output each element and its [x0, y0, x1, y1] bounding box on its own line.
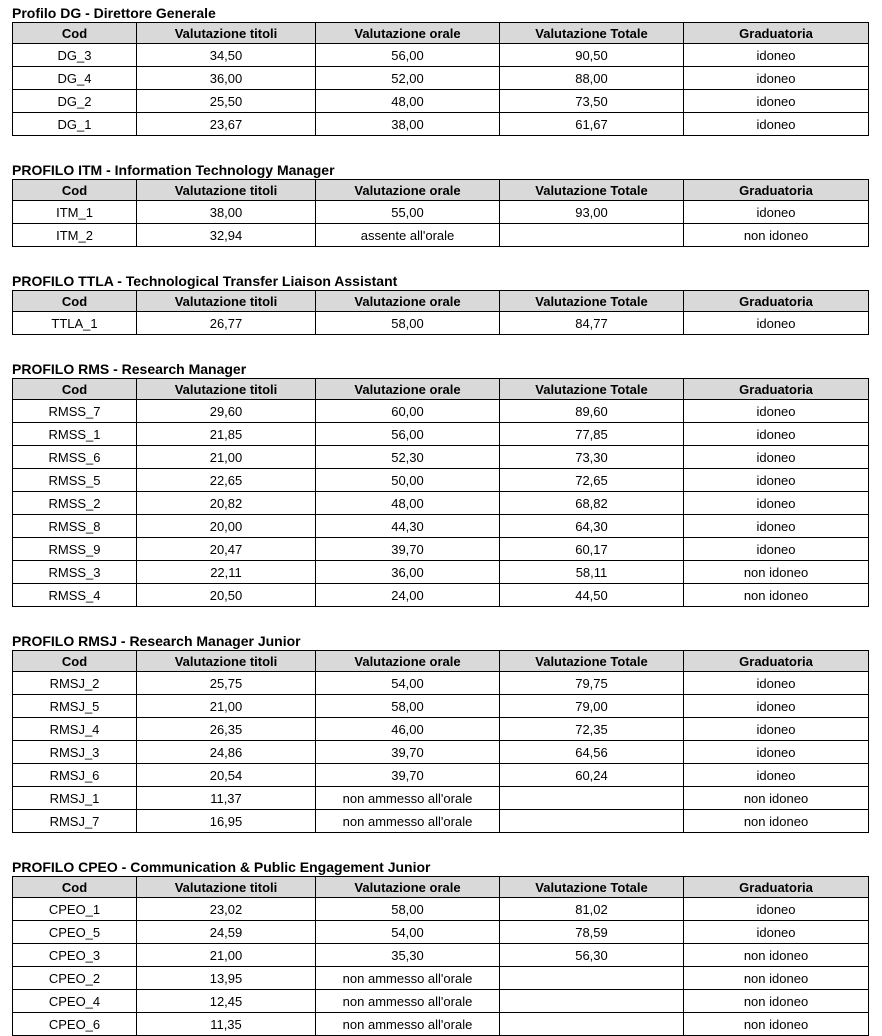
table-row — [13, 944, 869, 967]
cell-valutazione-totale: 60,24 — [500, 764, 684, 787]
cell-valutazione-orale: 52,30 — [316, 446, 500, 469]
cell-valutazione-totale: 68,82 — [500, 492, 684, 515]
cell-valutazione-orale: 60,00 — [316, 400, 500, 423]
cell-cod: CPEO_1 — [13, 898, 137, 921]
cell-valutazione-titoli: 38,00 — [137, 201, 316, 224]
cell-valutazione-totale: 44,50 — [500, 584, 684, 607]
ranking-table — [12, 650, 869, 833]
cell-valutazione-orale: 35,30 — [316, 944, 500, 967]
cell-cod: RMSJ_5 — [13, 695, 137, 718]
header-graduatoria: Graduatoria — [684, 651, 869, 672]
cell-valutazione-orale: 38,00 — [316, 113, 500, 136]
table-row — [13, 44, 869, 67]
cell-cod: CPEO_5 — [13, 921, 137, 944]
cell-graduatoria: idoneo — [684, 201, 869, 224]
header-cod: Cod — [13, 651, 137, 672]
header-cod: Cod — [13, 379, 137, 400]
cell-valutazione-totale: 77,85 — [500, 423, 684, 446]
header-valutazione-totale: Valutazione Totale — [500, 291, 684, 312]
cell-valutazione-orale: 54,00 — [316, 672, 500, 695]
cell-valutazione-titoli: 21,00 — [137, 944, 316, 967]
cell-valutazione-totale: 72,35 — [500, 718, 684, 741]
table-row — [13, 400, 869, 423]
table-row — [13, 492, 869, 515]
cell-valutazione-totale: 88,00 — [500, 67, 684, 90]
ranking-table — [12, 290, 869, 335]
cell-valutazione-orale: 39,70 — [316, 741, 500, 764]
table-row — [13, 1013, 869, 1036]
cell-valutazione-orale: 56,00 — [316, 44, 500, 67]
section-spacer — [12, 247, 868, 272]
cell-valutazione-titoli: 32,94 — [137, 224, 316, 247]
cell-valutazione-orale: 52,00 — [316, 67, 500, 90]
cell-cod: RMSS_5 — [13, 469, 137, 492]
table-row — [13, 538, 869, 561]
cell-valutazione-totale: 79,75 — [500, 672, 684, 695]
cell-valutazione-titoli: 20,82 — [137, 492, 316, 515]
cell-valutazione-totale: 73,30 — [500, 446, 684, 469]
cell-graduatoria: non idoneo — [684, 584, 869, 607]
cell-cod: RMSS_6 — [13, 446, 137, 469]
cell-valutazione-orale: 39,70 — [316, 538, 500, 561]
cell-valutazione-orale: 39,70 — [316, 764, 500, 787]
header-cod: Cod — [13, 291, 137, 312]
cell-graduatoria: non idoneo — [684, 810, 869, 833]
profile-section — [12, 272, 868, 335]
cell-valutazione-titoli: 29,60 — [137, 400, 316, 423]
cell-valutazione-orale: non ammesso all'orale — [316, 990, 500, 1013]
header-cod: Cod — [13, 180, 137, 201]
header-cod: Cod — [13, 23, 137, 44]
cell-cod: TTLA_1 — [13, 312, 137, 335]
cell-valutazione-orale: 50,00 — [316, 469, 500, 492]
header-valutazione-orale: Valutazione orale — [316, 291, 500, 312]
cell-valutazione-totale: 72,65 — [500, 469, 684, 492]
header-valutazione-orale: Valutazione orale — [316, 379, 500, 400]
cell-cod: ITM_1 — [13, 201, 137, 224]
cell-valutazione-totale — [500, 1013, 684, 1036]
cell-valutazione-titoli: 26,35 — [137, 718, 316, 741]
table-header-row — [13, 651, 869, 672]
cell-graduatoria: non idoneo — [684, 967, 869, 990]
cell-valutazione-totale: 60,17 — [500, 538, 684, 561]
cell-cod: DG_4 — [13, 67, 137, 90]
table-row — [13, 224, 869, 247]
section-spacer — [12, 607, 868, 632]
ranking-table — [12, 876, 869, 1036]
cell-valutazione-totale — [500, 787, 684, 810]
cell-valutazione-totale — [500, 224, 684, 247]
table-row — [13, 718, 869, 741]
cell-valutazione-titoli: 11,37 — [137, 787, 316, 810]
profile-section — [12, 858, 868, 1036]
ranking-table — [12, 378, 869, 607]
cell-graduatoria: idoneo — [684, 312, 869, 335]
section-title: PROFILO RMSJ - Research Manager Junior — [12, 633, 301, 649]
table-header-row — [13, 291, 869, 312]
table-header-row — [13, 379, 869, 400]
cell-valutazione-titoli: 12,45 — [137, 990, 316, 1013]
cell-valutazione-orale: 58,00 — [316, 312, 500, 335]
ranking-table — [12, 179, 869, 247]
table-row — [13, 787, 869, 810]
header-valutazione-totale: Valutazione Totale — [500, 23, 684, 44]
cell-valutazione-orale: assente all'orale — [316, 224, 500, 247]
section-title: PROFILO CPEO - Communication & Public Engagement Junior — [12, 859, 431, 875]
header-valutazione-orale: Valutazione orale — [316, 877, 500, 898]
cell-valutazione-totale: 81,02 — [500, 898, 684, 921]
cell-valutazione-orale: 46,00 — [316, 718, 500, 741]
cell-cod: RMSS_1 — [13, 423, 137, 446]
cell-valutazione-orale: 54,00 — [316, 921, 500, 944]
cell-valutazione-orale: 44,30 — [316, 515, 500, 538]
header-valutazione-titoli: Valutazione titoli — [137, 877, 316, 898]
header-valutazione-titoli: Valutazione titoli — [137, 379, 316, 400]
cell-valutazione-orale: 24,00 — [316, 584, 500, 607]
header-valutazione-orale: Valutazione orale — [316, 23, 500, 44]
cell-valutazione-totale: 93,00 — [500, 201, 684, 224]
cell-valutazione-titoli: 11,35 — [137, 1013, 316, 1036]
cell-valutazione-titoli: 22,65 — [137, 469, 316, 492]
cell-valutazione-orale: non ammesso all'orale — [316, 967, 500, 990]
table-row — [13, 764, 869, 787]
cell-valutazione-totale — [500, 990, 684, 1013]
header-graduatoria: Graduatoria — [684, 291, 869, 312]
profile-section — [12, 632, 868, 833]
header-graduatoria: Graduatoria — [684, 379, 869, 400]
cell-valutazione-totale: 56,30 — [500, 944, 684, 967]
cell-graduatoria: non idoneo — [684, 944, 869, 967]
cell-graduatoria: idoneo — [684, 898, 869, 921]
table-header-row — [13, 180, 869, 201]
cell-graduatoria: idoneo — [684, 90, 869, 113]
cell-graduatoria: idoneo — [684, 400, 869, 423]
table-row — [13, 921, 869, 944]
cell-valutazione-totale: 90,50 — [500, 44, 684, 67]
cell-valutazione-titoli: 23,67 — [137, 113, 316, 136]
cell-valutazione-totale: 84,77 — [500, 312, 684, 335]
header-valutazione-totale: Valutazione Totale — [500, 877, 684, 898]
table-row — [13, 423, 869, 446]
cell-graduatoria: non idoneo — [684, 787, 869, 810]
header-valutazione-orale: Valutazione orale — [316, 180, 500, 201]
cell-valutazione-titoli: 25,75 — [137, 672, 316, 695]
section-spacer — [12, 833, 868, 858]
cell-cod: RMSJ_4 — [13, 718, 137, 741]
cell-valutazione-titoli: 26,77 — [137, 312, 316, 335]
cell-graduatoria: idoneo — [684, 469, 869, 492]
table-row — [13, 561, 869, 584]
cell-cod: RMSS_8 — [13, 515, 137, 538]
cell-valutazione-totale: 61,67 — [500, 113, 684, 136]
cell-valutazione-titoli: 20,47 — [137, 538, 316, 561]
header-graduatoria: Graduatoria — [684, 180, 869, 201]
cell-graduatoria: idoneo — [684, 67, 869, 90]
cell-valutazione-titoli: 21,00 — [137, 446, 316, 469]
cell-valutazione-titoli: 36,00 — [137, 67, 316, 90]
cell-valutazione-titoli: 23,02 — [137, 898, 316, 921]
header-valutazione-titoli: Valutazione titoli — [137, 23, 316, 44]
section-spacer — [12, 335, 868, 360]
table-row — [13, 469, 869, 492]
table-row — [13, 990, 869, 1013]
header-cod: Cod — [13, 877, 137, 898]
cell-graduatoria: idoneo — [684, 113, 869, 136]
table-row — [13, 898, 869, 921]
cell-valutazione-orale: 36,00 — [316, 561, 500, 584]
cell-cod: RMSS_9 — [13, 538, 137, 561]
header-graduatoria: Graduatoria — [684, 23, 869, 44]
table-row — [13, 201, 869, 224]
cell-valutazione-titoli: 20,00 — [137, 515, 316, 538]
cell-graduatoria: idoneo — [684, 741, 869, 764]
cell-valutazione-orale: 58,00 — [316, 898, 500, 921]
cell-cod: DG_2 — [13, 90, 137, 113]
header-valutazione-totale: Valutazione Totale — [500, 180, 684, 201]
section-spacer — [12, 136, 868, 161]
cell-valutazione-totale — [500, 967, 684, 990]
cell-graduatoria: idoneo — [684, 672, 869, 695]
table-row — [13, 446, 869, 469]
table-row — [13, 113, 869, 136]
cell-cod: RMSJ_6 — [13, 764, 137, 787]
cell-valutazione-orale: 55,00 — [316, 201, 500, 224]
header-graduatoria: Graduatoria — [684, 877, 869, 898]
header-valutazione-titoli: Valutazione titoli — [137, 180, 316, 201]
cell-valutazione-titoli: 20,50 — [137, 584, 316, 607]
cell-valutazione-orale: 58,00 — [316, 695, 500, 718]
table-row — [13, 672, 869, 695]
table-row — [13, 584, 869, 607]
cell-valutazione-titoli: 21,85 — [137, 423, 316, 446]
cell-valutazione-titoli: 24,59 — [137, 921, 316, 944]
profile-section — [12, 360, 868, 607]
section-title: PROFILO TTLA - Technological Transfer Liaison Assistant — [12, 273, 398, 289]
cell-graduatoria: idoneo — [684, 538, 869, 561]
cell-graduatoria: idoneo — [684, 492, 869, 515]
cell-cod: RMSJ_3 — [13, 741, 137, 764]
header-valutazione-totale: Valutazione Totale — [500, 651, 684, 672]
cell-cod: DG_1 — [13, 113, 137, 136]
cell-graduatoria: idoneo — [684, 446, 869, 469]
ranking-table — [12, 22, 869, 136]
table-header-row — [13, 23, 869, 44]
cell-cod: ITM_2 — [13, 224, 137, 247]
table-row — [13, 312, 869, 335]
cell-graduatoria: idoneo — [684, 695, 869, 718]
cell-valutazione-totale: 89,60 — [500, 400, 684, 423]
cell-valutazione-totale: 78,59 — [500, 921, 684, 944]
cell-valutazione-titoli: 34,50 — [137, 44, 316, 67]
cell-cod: CPEO_2 — [13, 967, 137, 990]
cell-valutazione-titoli: 25,50 — [137, 90, 316, 113]
header-valutazione-titoli: Valutazione titoli — [137, 651, 316, 672]
cell-valutazione-totale: 79,00 — [500, 695, 684, 718]
cell-graduatoria: non idoneo — [684, 990, 869, 1013]
cell-valutazione-orale: non ammesso all'orale — [316, 787, 500, 810]
cell-valutazione-orale: non ammesso all'orale — [316, 1013, 500, 1036]
table-row — [13, 515, 869, 538]
cell-valutazione-orale: non ammesso all'orale — [316, 810, 500, 833]
cell-cod: RMSJ_7 — [13, 810, 137, 833]
cell-cod: RMSS_4 — [13, 584, 137, 607]
table-row — [13, 810, 869, 833]
cell-valutazione-titoli: 16,95 — [137, 810, 316, 833]
cell-cod: RMSS_2 — [13, 492, 137, 515]
cell-valutazione-totale — [500, 810, 684, 833]
document — [12, 4, 868, 1036]
cell-graduatoria: non idoneo — [684, 224, 869, 247]
cell-valutazione-totale: 73,50 — [500, 90, 684, 113]
cell-graduatoria: non idoneo — [684, 1013, 869, 1036]
cell-cod: RMSJ_2 — [13, 672, 137, 695]
profile-section — [12, 161, 868, 247]
table-header-row — [13, 877, 869, 898]
cell-graduatoria: idoneo — [684, 921, 869, 944]
cell-valutazione-titoli: 24,86 — [137, 741, 316, 764]
cell-graduatoria: idoneo — [684, 718, 869, 741]
cell-valutazione-titoli: 22,11 — [137, 561, 316, 584]
cell-graduatoria: non idoneo — [684, 561, 869, 584]
cell-valutazione-titoli: 13,95 — [137, 967, 316, 990]
cell-valutazione-totale: 58,11 — [500, 561, 684, 584]
cell-cod: DG_3 — [13, 44, 137, 67]
cell-valutazione-titoli: 20,54 — [137, 764, 316, 787]
section-title: PROFILO ITM - Information Technology Manager — [12, 162, 335, 178]
cell-cod: RMSJ_1 — [13, 787, 137, 810]
table-row — [13, 90, 869, 113]
cell-cod: CPEO_4 — [13, 990, 137, 1013]
section-title: PROFILO RMS - Research Manager — [12, 361, 247, 377]
table-row — [13, 695, 869, 718]
cell-graduatoria: idoneo — [684, 515, 869, 538]
table-row — [13, 741, 869, 764]
cell-valutazione-orale: 48,00 — [316, 492, 500, 515]
cell-cod: RMSS_3 — [13, 561, 137, 584]
cell-graduatoria: idoneo — [684, 44, 869, 67]
cell-graduatoria: idoneo — [684, 764, 869, 787]
header-valutazione-orale: Valutazione orale — [316, 651, 500, 672]
cell-valutazione-titoli: 21,00 — [137, 695, 316, 718]
cell-cod: CPEO_3 — [13, 944, 137, 967]
cell-valutazione-totale: 64,56 — [500, 741, 684, 764]
profile-section — [12, 4, 868, 136]
table-row — [13, 967, 869, 990]
header-valutazione-titoli: Valutazione titoli — [137, 291, 316, 312]
cell-valutazione-orale: 48,00 — [316, 90, 500, 113]
table-row — [13, 67, 869, 90]
cell-valutazione-totale: 64,30 — [500, 515, 684, 538]
section-title: Profilo DG - Direttore Generale — [12, 5, 216, 21]
cell-cod: CPEO_6 — [13, 1013, 137, 1036]
cell-cod: RMSS_7 — [13, 400, 137, 423]
header-valutazione-totale: Valutazione Totale — [500, 379, 684, 400]
cell-graduatoria: idoneo — [684, 423, 869, 446]
cell-valutazione-orale: 56,00 — [316, 423, 500, 446]
